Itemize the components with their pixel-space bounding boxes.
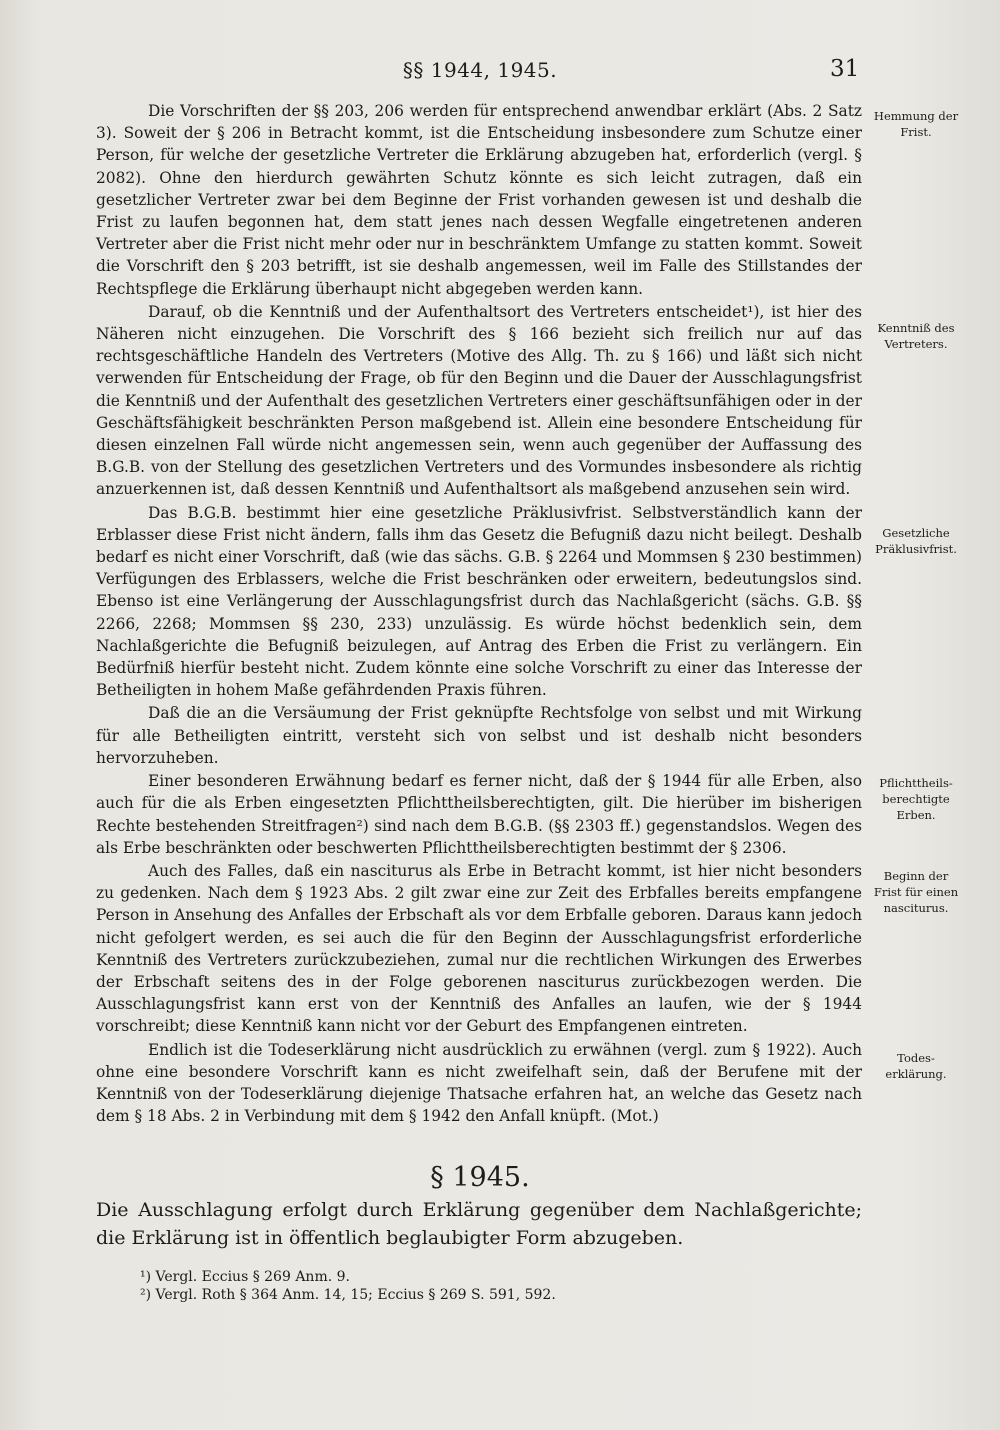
paragraph: Endlich ist die Todeserklärung nicht ausdrücklich zu erwähnen (vergl. zum § 1922). Auch ohne eine besondere Vorschrift kann es nicht zweifelhaft sein, daß der Berufene mit der Kenntniß von der Todeserklärung diejenige Thatsache erfahren hat, an welche das Gesetz nach dem § 18 Abs. 2 in Verbindung mit dem § 1942 den Anfall knüpft. (Mot.) [96, 1040, 862, 1126]
paragraph: Auch des Falles, daß ein nasciturus als Erbe in Betracht kommt, ist hier nicht besonders zu gedenken. Nach dem § 1923 Abs. 2 gilt zwar eine zur Zeit des Erbfalles bereits empfangene Person in Ansehung des Anfalles der Erbschaft als vor dem Erbfalle geboren. Daraus kann jedoch nicht gefolgert werden, es sei auch die für den Beginn der Ausschlagungsfrist erforderliche Kenntniß des Vertreters zurückzubeziehen, zumal nur die rechtlichen Wirkungen des Erwerbes der Erbschaft seitens des in der Folge geborenen nasciturus zurückbezogen werden. Die Ausschlagungsfrist kann erst von der Kenntniß des Anfalles an laufen, wie der § 1944 vorschreibt; diese Kenntniß kann nicht vor der Geburt des Empfangenen eintreten. [96, 861, 862, 1036]
footnote: ¹) Vergl. Eccius § 269 Anm. 9. [140, 1269, 350, 1285]
body-text [96, 100, 862, 1128]
footnotes [140, 1268, 840, 1304]
paragraph: Das B.G.B. bestimmt hier eine gesetzliche Präklusivfrist. Selbstverständlich kann der Erblasser diese Frist nicht ändern, falls ihm das Gesetz die Befugniß dazu nicht beilegt. Deshalb bedarf es nicht einer Vorschrift, daß (wie das sächs. G.B. § 2264 und Mommsen § 230 bestimmen) Verfügungen des Erblassers, welche die Frist beschränken oder erweitern, bedeutungslos sind. Ebenso ist eine Verlängerung der Ausschlagungsfrist durch das Nachlaßgericht (sächs. G.B. §§ 2266, 2268; Mommsen §§ 230, 233) unzulässig. Es würde höchst bedenklich sein, dem Nachlaßgerichte die Befugniß beizulegen, auf Antrag des Erben die Frist zu verlängern. Ein Bedürfniß hierfür besteht nicht. Zudem könnte eine solche Vorschrift zu einer das Interesse der Betheiligten in hohem Maße gefährdenden Praxis führen. [96, 503, 862, 700]
paragraph: Darauf, ob die Kenntniß und der Aufenthaltsort des Vertreters entscheidet¹), ist hier des Näheren nicht einzugehen. Die Vorschrift des § 166 bezieht sich freilich nur auf das rechtsgeschäftliche Handeln des Vertreters (Motive des Allg. Th. zu § 166) und läßt sich nicht verwenden für Entscheidung der Frage, ob für den Beginn und die Dauer der Ausschlagungsfrist die Kenntniß und der Aufenthalt des gesetzlichen Vertreters einer geschäftsunfähigen oder in der Geschäftsfähigkeit beschränkten Person maßgebend ist. Allein eine besondere Entscheidung für diesen einzelnen Fall würde nicht angemessen sein, wenn auch gegenüber der Auffassung des B.G.B. von der Stellung des gesetzlichen Vertreters und des Vormundes insbesondere als richtig anzuerkennen ist, daß dessen Kenntniß und Aufenthaltsort als maßgebend anzusehen sein wird. [96, 302, 862, 499]
footnote: ²) Vergl. Roth § 364 Anm. 14, 15; Eccius § 269 S. 591, 592. [140, 1287, 556, 1303]
page-number: 31 [830, 56, 860, 82]
paragraph: Daß die an die Versäumung der Frist geknüpfte Rechtsfolge von selbst und mit Wirkung für alle Betheiligten eintritt, versteht sich von selbst und ist deshalb nicht besonders hervorzuheben. [96, 704, 862, 767]
margin-note: Kenntniß des Vertreters. [877, 321, 955, 351]
paragraph: Einer besonderen Erwähnung bedarf es ferner nicht, daß der § 1944 für alle Erben, also auch für die als Erben eingesetzten Pflichttheilsberechtigten, gilt. Die hierüber im bisherigen Rechte bestehenden Streitfragen²) sind nach dem B.G.B. (§§ 2303 ff.) gegenstandslos. Wegen des als Erbe beschränkten oder beschwerten Pflichttheilsberechtigten bestimmt der § 2306. [96, 772, 862, 857]
margin-note: Pflichttheils-berechtigte Erben. [879, 776, 953, 822]
margin-note: Gesetzliche Präklusivfrist. [875, 526, 957, 556]
section-heading: § 1945. [430, 1162, 530, 1193]
margin-note: Todes-erklärung. [885, 1051, 947, 1081]
margin-note: Beginn der Frist für einen nasciturus. [873, 869, 959, 915]
paragraph: Die Vorschriften der §§ 203, 206 werden für entsprechend anwendbar erklärt (Abs. 2 Satz 3). Soweit der § 206 in Betracht kommt, ist die Entscheidung insbesondere zum Schutze einer Person, für welche der gesetzliche Vertreter die Erklärung abzugeben hat, erforderlich (vergl. § 2082). Ohne den hierdurch gewährten Schutz könnte es sich leicht zutragen, daß ein gesetzlicher Vertreter zwar bei dem Beginne der Frist vorhanden gewesen ist und deshalb die Frist zu laufen begonnen hat, dem statt jenes nach dessen Wegfalle eingetretenen anderen Vertreter aber die Frist nicht mehr oder nur in beschränktem Umfange zu statten kommt. Soweit die Vorschrift den § 203 betrifft, ist sie deshalb angemessen, weil im Falle des Stillstandes der Rechtspflege die Erklärung überhaupt nicht abgegeben werden kann. [96, 102, 862, 298]
margin-note: Hemmung der Frist. [873, 109, 959, 139]
section-text: Die Ausschlagung erfolgt durch Erklärung gegenüber dem Nachlaßgerichte; die Erklärung ist in öffentlich beglaubigter Form abzugeben. [96, 1199, 862, 1249]
running-header: §§ 1944, 1945. [402, 58, 558, 82]
